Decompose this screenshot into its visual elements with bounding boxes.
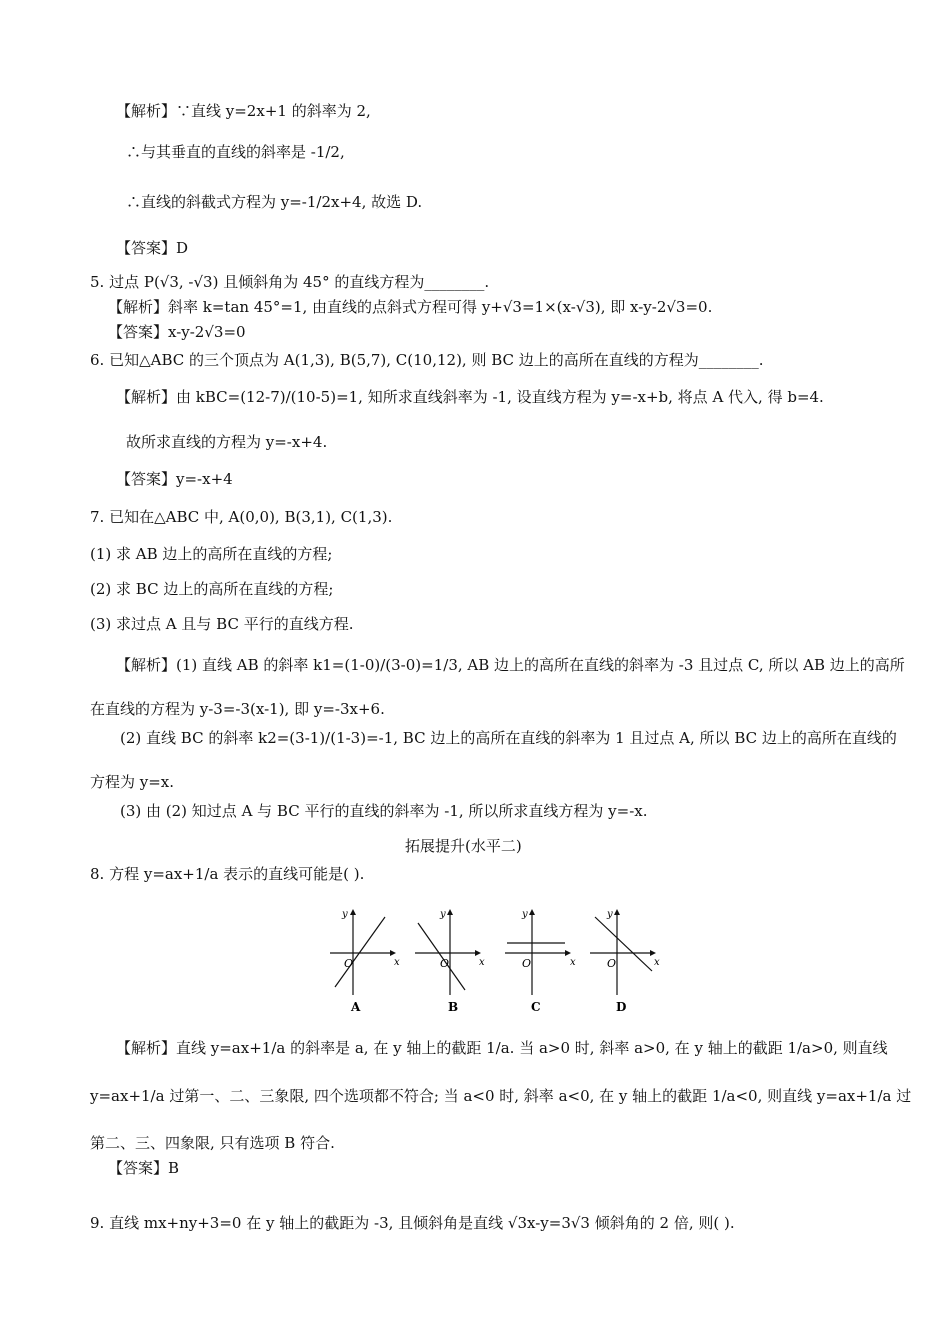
svg-text:O: O [522,957,532,970]
svg-text:x: x [479,957,485,968]
svg-text:y: y [440,909,446,920]
text-line: 【解析】直线 y=ax+1/a 的斜率是 a, 在 y 轴上的截距 1/a. 当 a>0 时, 斜率 a>0, 在 y 轴上的截距 1/a>0, 则直线 [116,1039,888,1057]
svg-text:O: O [607,957,617,970]
text-line: (1) 求 AB 边上的高所在直线的方程; [90,545,333,563]
graph-option-b [415,909,485,1014]
text-line: (3) 由 (2) 知过点 A 与 BC 平行的直线的斜率为 -1, 所以所求直线方程为 y=-x. [120,802,648,820]
graph-option-c [505,909,576,1014]
svg-text:y: y [522,909,528,920]
option-graphs-figure [320,905,660,1015]
question-5: 5. 过点 P(√3, -√3) 且倾斜角为 45° 的直线方程为________. [90,273,490,291]
svg-text:D: D [616,1000,627,1014]
question-6: 6. 已知△ABC 的三个顶点为 A(1,3), B(5,7), C(10,12), 则 BC 边上的高所在直线的方程为________. [90,351,764,369]
text-line: 【解析】斜率 k=tan 45°=1, 由直线的点斜式方程可得 y+√3=1×(x-√3), 即 x-y-2√3=0. [108,298,713,316]
text-line: 【答案】D [116,239,189,257]
text-line: 第二、三、四象限, 只有选项 B 符合. [90,1134,335,1152]
text-line: 【答案】x-y-2√3=0 [108,323,246,341]
text-line: ∴与其垂直的直线的斜率是 -1/2, [126,143,345,161]
svg-text:O: O [440,957,450,970]
text-line: 【答案】y=-x+4 [116,470,233,488]
text-line: y=ax+1/a 过第一、二、三象限, 四个选项都不符合; 当 a<0 时, 斜率 a<0, 在 y 轴上的截距 1/a<0, 则直线 y=ax+1/a 过 [90,1087,912,1105]
question-9: 9. 直线 mx+ny+3=0 在 y 轴上的截距为 -3, 且倾斜角是直线 √3x-y=3√3 倾斜角的 2 倍, 则( ). [90,1214,735,1232]
svg-text:x: x [570,957,576,968]
text-line: (2) 求 BC 边上的高所在直线的方程; [90,580,334,598]
svg-text:C: C [531,1000,541,1014]
svg-text:x: x [654,957,660,968]
svg-text:y: y [342,909,348,920]
text-line: 【答案】B [108,1159,180,1177]
text-line: 在直线的方程为 y-3=-3(x-1), 即 y=-3x+6. [90,700,385,718]
question-8: 8. 方程 y=ax+1/a 表示的直线可能是( ). [90,865,365,883]
question-7: 7. 已知在△ABC 中, A(0,0), B(3,1), C(1,3). [90,508,393,526]
text-line: (3) 求过点 A 且与 BC 平行的直线方程. [90,615,354,633]
section-title: 拓展提升(水平二) [405,837,522,855]
text-line: 【解析】(1) 直线 AB 的斜率 k1=(1-0)/(3-0)=1/3, AB 边上的高所在直线的斜率为 -3 且过点 C, 所以 AB 边上的高所 [116,656,905,674]
svg-text:y: y [607,909,613,920]
text-line: 【解析】由 kBC=(12-7)/(10-5)=1, 知所求直线斜率为 -1, 设直线方程为 y=-x+b, 将点 A 代入, 得 b=4. [116,388,824,406]
graph-option-d [590,909,660,1014]
svg-text:A: A [351,1000,361,1014]
text-line: ∴直线的斜截式方程为 y=-1/2x+4, 故选 D. [126,193,423,211]
text-line: (2) 直线 BC 的斜率 k2=(3-1)/(1-3)=-1, BC 边上的高所在直线的斜率为 1 且过点 A, 所以 BC 边上的高所在直线的 [120,729,897,747]
text-line: 故所求直线的方程为 y=-x+4. [126,433,328,451]
svg-text:O: O [344,957,354,970]
svg-text:B: B [448,1000,459,1014]
text-line: 【解析】∵直线 y=2x+1 的斜率为 2, [116,102,371,120]
text-line: 方程为 y=x. [90,773,175,791]
svg-text:x: x [394,957,400,968]
graph-option-a [330,909,400,1014]
